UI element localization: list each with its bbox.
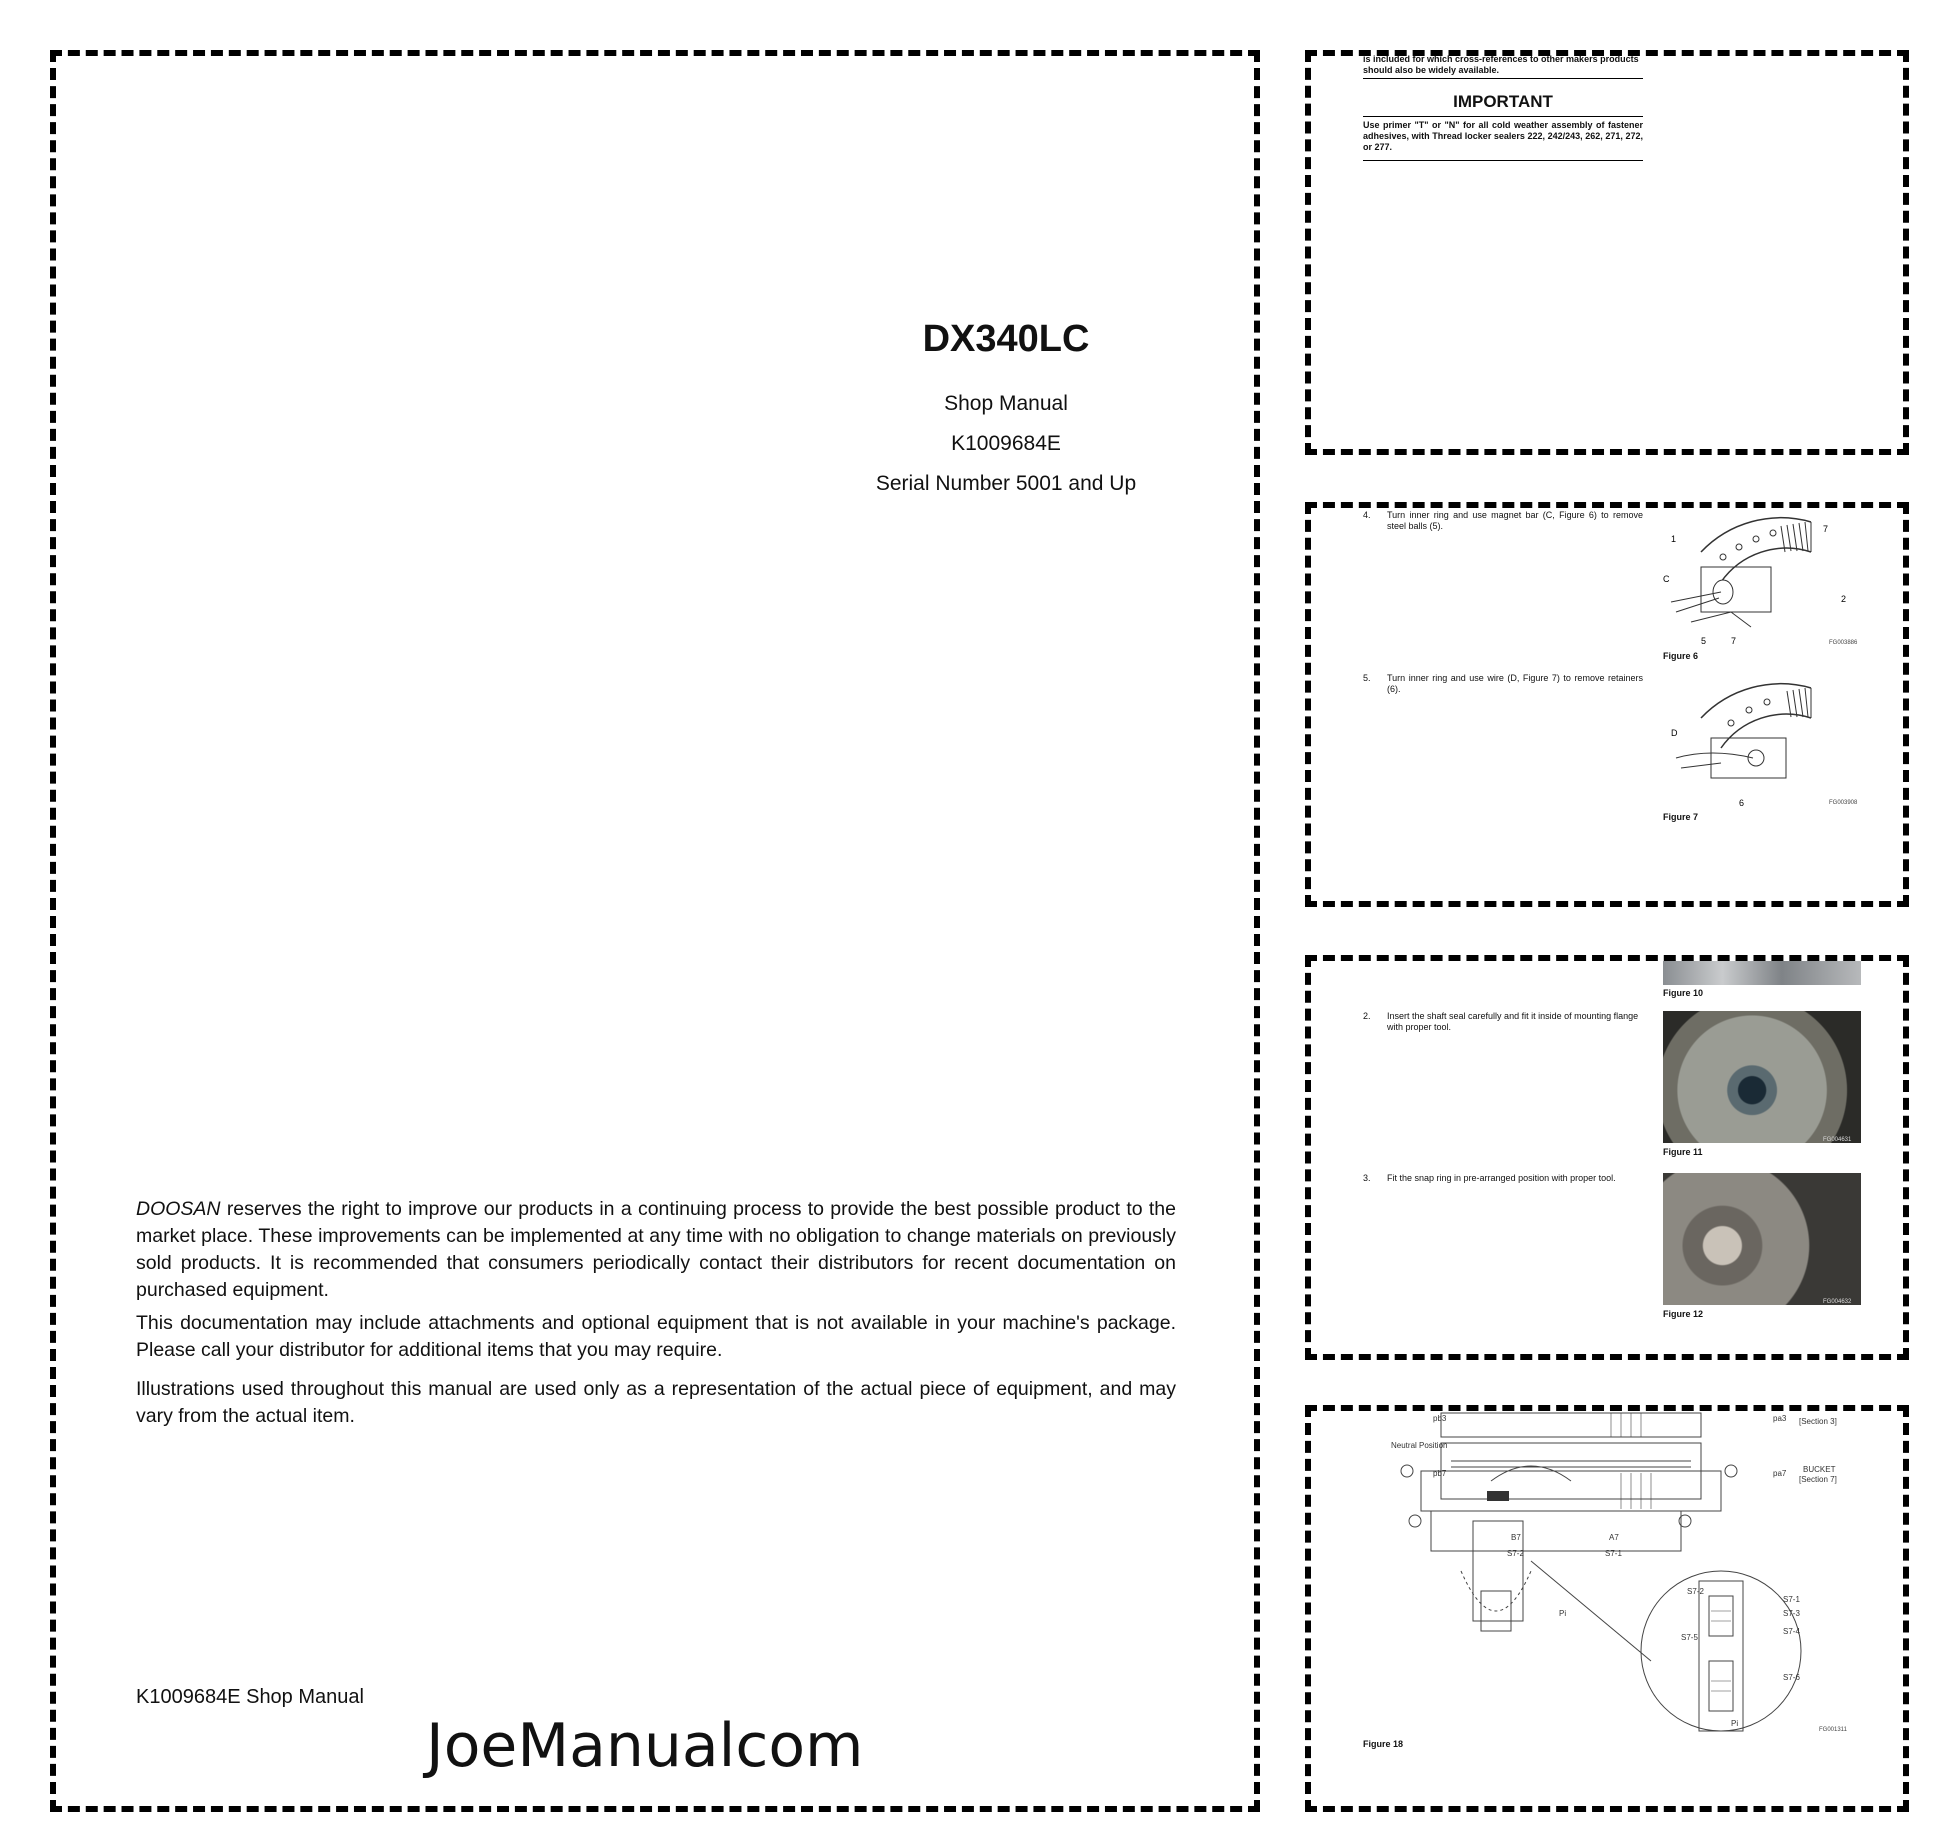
port-label: pb7 [1433,1469,1447,1478]
control-valve-diagram [1381,1411,1841,1741]
port-label: A7 [1609,1533,1619,1542]
photo-figure-12 [1663,1173,1861,1305]
cover-page [50,50,1260,1812]
figure-caption: Figure 6 [1663,651,1699,661]
important-heading: IMPORTANT [1453,92,1553,111]
ring-diagram-figure-7 [1661,678,1881,818]
page-thumbnail-1[interactable] [1305,50,1909,455]
step-number: 3. [1363,1173,1371,1183]
manual-type: Shop Manual [944,392,1068,415]
part-label: S7-2 [1507,1549,1524,1558]
step-text: Turn inner ring and use wire (D, Figure 7) to remove retainers (6). [1387,673,1643,694]
disclaimer-paragraph-3: Illustrations used throughout this manual are used only as a representation of the actual piece of equipment, and may vary from the actual item. [136,1378,1176,1427]
figure-code: FG001311 [1819,1727,1847,1733]
serial-number: Serial Number 5001 and Up [875,472,1137,495]
port-label: pa7 [1773,1469,1787,1478]
detail-label: S7-5 [1681,1633,1698,1642]
disclaimer-paragraph-2: This documentation may include attachments and optional equipment that is not available in your machine's package. Please call your distributor for additional items that you may require. [136,1312,1176,1361]
figure-code: FG003886 [1829,640,1858,646]
step-text: Insert the shaft seal carefully and fit it inside of mounting flange with proper tool. [1387,1011,1639,1032]
detail-label: Pi [1731,1719,1739,1728]
detail-label: S7-6 [1783,1673,1800,1682]
callout: 2 [1841,594,1847,604]
footer-label: K1009684E Shop Manual [136,1686,364,1708]
section-label: [Section 3] [1799,1417,1837,1426]
divider [1363,116,1643,117]
figure-code: FG003908 [1829,800,1858,806]
figure-code: FG004632 [1823,1299,1852,1305]
port-label: pb3 [1433,1414,1447,1423]
figure-caption: Figure 10 [1663,988,1704,998]
important-body: Use primer "T" or "N" for all cold weather assembly of fastener adhesives, with Thread locker sealers 222, 242/243, 262, 271, 272, or 277. [1363,120,1643,152]
detail-label: S7-4 [1783,1627,1800,1636]
divider [1363,160,1643,161]
section-label: [Section 7] [1799,1475,1837,1484]
watermark: JoeManualcom [426,1711,864,1781]
model-title: DX340LC [922,318,1090,360]
callout: 7 [1823,524,1829,534]
callout: 5 [1701,636,1707,646]
part-label: S7-1 [1605,1549,1622,1558]
part-number: K1009684E [951,432,1061,455]
step-number: 2. [1363,1011,1371,1021]
intro-text: is included for which cross-references to other makers products should also be widely available. [1363,54,1639,75]
neutral-position-label: Neutral Position [1391,1441,1448,1450]
disclaimer-paragraph-1-text: reserves the right to improve our products in a continuing process to provide the best possible product to the market place. These improvements can be implemented at any time with no obligation to change materials on previously sold products. It is recommended that consumers periodically contact their distributors for recent documentation on purchased equipment. [136,1198,1176,1301]
detail-label: S7-1 [1783,1595,1800,1604]
step-number: 4. [1363,510,1371,520]
brand-name: DOOSAN [136,1198,221,1220]
figure-caption: Figure 7 [1663,812,1699,822]
divider [1363,78,1643,79]
disclaimer-paragraph-1 [136,1196,1176,1304]
port-label: pa3 [1773,1414,1787,1423]
photo-figure-11 [1663,1011,1861,1143]
callout: 1 [1671,534,1677,544]
callout: 6 [1739,798,1745,808]
port-label: B7 [1511,1533,1521,1542]
page-thumbnail-2[interactable] [1305,502,1909,907]
detail-label: S7-2 [1687,1587,1704,1596]
page-thumbnail-3[interactable] [1305,955,1909,1360]
figure-caption: Figure 12 [1663,1309,1704,1319]
photo-figure-10 [1663,961,1861,985]
figure-caption: Figure 11 [1663,1147,1703,1157]
step-number: 5. [1363,673,1371,683]
page-thumbnail-4[interactable] [1305,1405,1909,1812]
callout: D [1671,728,1678,738]
step-text: Turn inner ring and use magnet bar (C, Figure 6) to remove steel balls (5). [1387,510,1643,531]
figure-caption: Figure 18 [1363,1739,1404,1749]
callout: 7 [1731,636,1737,646]
port-label: Pi [1559,1609,1567,1618]
callout: C [1663,574,1670,584]
ring-diagram-figure-6 [1661,512,1881,652]
detail-label: S7-3 [1783,1609,1800,1618]
bucket-label: BUCKET [1803,1465,1836,1474]
figure-code: FG004631 [1823,1137,1852,1143]
step-text: Fit the snap ring in pre-arranged position with proper tool. [1387,1173,1616,1183]
